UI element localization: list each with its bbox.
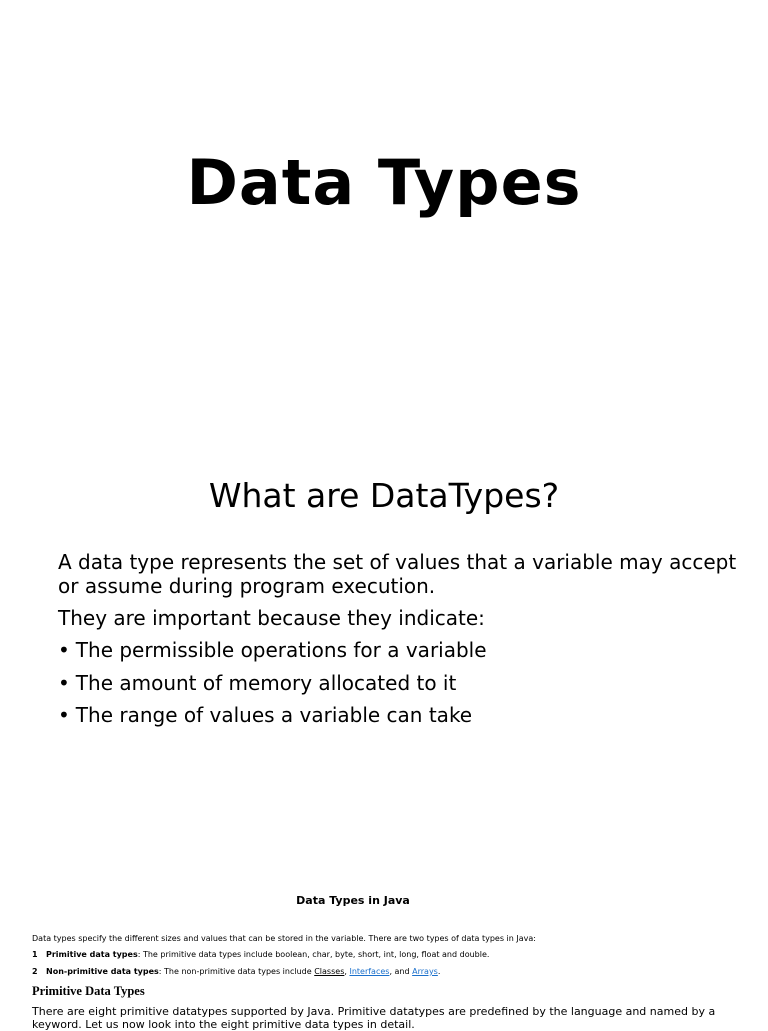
list-term: Non-primitive data types (46, 967, 159, 976)
bullet-item: • The range of values a variable can take (58, 703, 738, 727)
slide-title: Data Types (186, 146, 582, 219)
list-item (32, 950, 489, 967)
arrays-link[interactable]: Arrays (412, 967, 438, 976)
list-text: The non-primitive data types include (161, 967, 315, 976)
document-title: Data Types in Java (296, 894, 410, 907)
interfaces-link[interactable]: Interfaces (349, 967, 390, 976)
list-separator: , (344, 967, 350, 976)
bullet-item: • The permissible operations for a variable (58, 638, 738, 662)
importance-text: They are important because they indicate: (58, 606, 485, 630)
list-end: . (437, 967, 441, 976)
slide-body (58, 550, 738, 736)
list-number: 2 (32, 967, 38, 976)
slide-heading: What are DataTypes? (208, 476, 560, 515)
list-number: 1 (32, 950, 38, 959)
list-item (32, 967, 489, 984)
term-colon: : (137, 950, 141, 959)
list-term: Primitive data types (46, 950, 138, 959)
classes-link[interactable]: Classes (314, 967, 345, 976)
bullet-list (58, 638, 738, 727)
list-text: The primitive data types include boolean, char, byte, short, int, long, float and double. (140, 950, 490, 959)
datatype-list (32, 950, 489, 984)
intro-text: Data types specify the different sizes and values that can be stored in the variable. There are two types of data types in Java: (32, 934, 536, 943)
section-paragraph: There are eight primitive datatypes supported by Java. Primitive datatypes are predefined by the language and named by a keyword. Let us now look into the eight primitive data types in detail. (32, 1005, 716, 1031)
section-heading: Primitive Data Types (32, 984, 145, 998)
definition-text: A data type represents the set of values that a variable may accept or assume during program execution. (58, 550, 737, 598)
bullet-item: • The amount of memory allocated to it (58, 671, 738, 695)
term-colon: : (158, 967, 162, 976)
list-separator: , and (389, 967, 413, 976)
